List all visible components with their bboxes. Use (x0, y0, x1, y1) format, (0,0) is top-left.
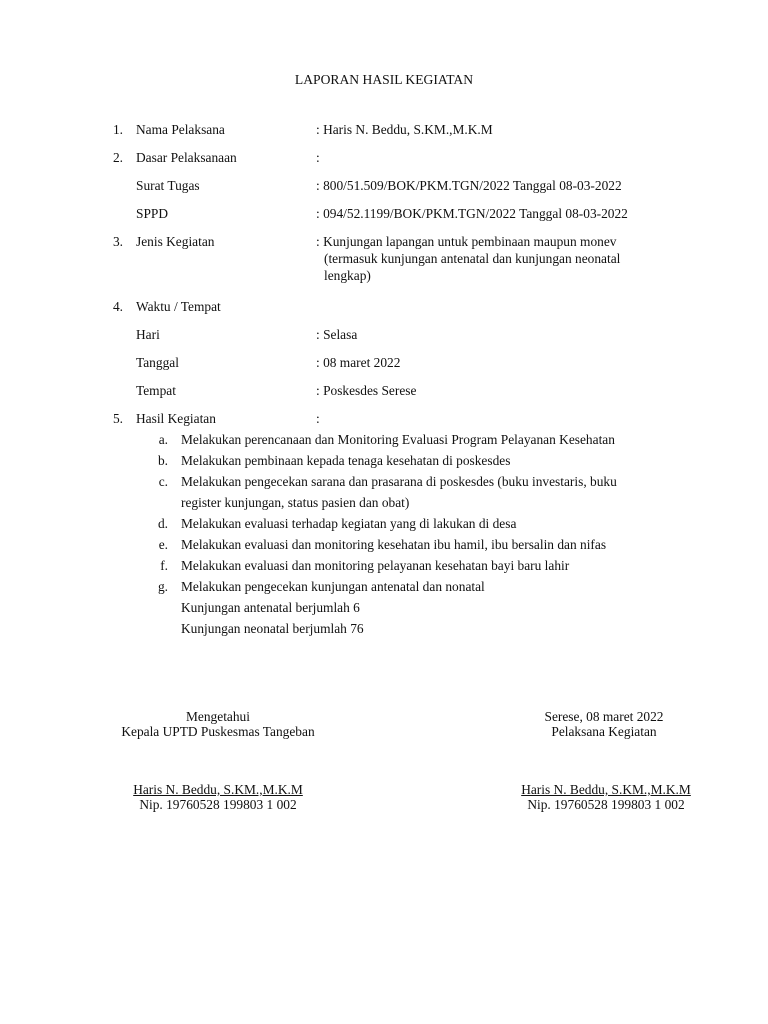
signer-nip-left: Nip. 19760528 199803 1 002 (139, 797, 297, 812)
value-hasil-kegiatan: : (316, 411, 320, 426)
label-nama-pelaksana: Nama Pelaksana (136, 122, 225, 137)
value-tempat: : Poskesdes Serese (316, 383, 417, 398)
signature-right-line2: Pelaksana Kegiatan (551, 724, 657, 739)
signer-nip-right: Nip. 19760528 199803 1 002 (527, 797, 685, 812)
signature-right-block (486, 782, 726, 812)
value-jenis-kegiatan-line2: (termasuk kunjungan antenatal dan kunjungan neonatal (324, 251, 621, 266)
hasil-letter: a. (158, 432, 168, 447)
hasil-letter: f. (160, 558, 168, 573)
label-waktu-tempat: Waktu / Tempat (136, 299, 221, 314)
value-jenis-kegiatan-line1: : Kunjungan lapangan untuk pembinaan maupun monev (316, 234, 617, 249)
value-hari: : Selasa (316, 327, 358, 342)
label-hari: Hari (136, 327, 160, 342)
label-tanggal: Tanggal (136, 355, 179, 370)
label-jenis-kegiatan: Jenis Kegiatan (136, 234, 215, 249)
signature-left-line2: Kepala UPTD Puskesmas Tangeban (121, 724, 315, 739)
hasil-item-b: Melakukan pembinaan kepada tenaga kesehatan di poskesdes (181, 453, 511, 468)
signer-name-left: Haris N. Beddu, S.KM.,M.K.M (133, 782, 303, 797)
item-number: 2. (112, 150, 123, 165)
item-number: 3. (112, 234, 123, 249)
value-jenis-kegiatan-line3: lengkap) (324, 268, 371, 283)
signer-name-right: Haris N. Beddu, S.KM.,M.K.M (521, 782, 691, 797)
hasil-letter: c. (158, 474, 168, 489)
hasil-item-c: Melakukan pengecekan sarana dan prasarana di poskesdes (buku investaris, buku (181, 474, 617, 489)
label-sppd: SPPD (136, 206, 169, 221)
signature-right-line1: Serese, 08 maret 2022 (544, 709, 664, 724)
hasil-item-a: Melakukan perencanaan dan Monitoring Evaluasi Program Pelayanan Kesehatan (181, 432, 615, 447)
value-nama-pelaksana: : Haris N. Beddu, S.KM.,M.K.M (316, 122, 493, 137)
hasil-item-f: Melakukan evaluasi dan monitoring pelayanan kesehatan bayi baru lahir (181, 558, 570, 573)
hasil-item-e: Melakukan evaluasi dan monitoring kesehatan ibu hamil, ibu bersalin dan nifas (181, 537, 607, 552)
hasil-item-g: Melakukan pengecekan kunjungan antenatal dan nonatal (181, 579, 485, 594)
hasil-letter: b. (157, 453, 168, 468)
signature-left-block (98, 782, 338, 812)
value-dasar-pelaksanaan: : (316, 150, 320, 165)
signature-left (98, 709, 338, 739)
label-surat-tugas: Surat Tugas (136, 178, 200, 193)
label-dasar-pelaksanaan: Dasar Pelaksanaan (136, 150, 237, 165)
signature-right (484, 709, 724, 739)
value-tanggal: : 08 maret 2022 (316, 355, 401, 370)
kunjungan-neonatal: Kunjungan neonatal berjumlah 76 (181, 621, 364, 636)
value-surat-tugas: : 800/51.509/BOK/PKM.TGN/2022 Tanggal 08-03-2022 (316, 178, 622, 193)
document-title: LAPORAN HASIL KEGIATAN (294, 72, 474, 87)
kunjungan-antenatal: Kunjungan antenatal berjumlah 6 (181, 600, 360, 615)
signature-left-line1: Mengetahui (186, 709, 250, 724)
hasil-item-c-cont: register kunjungan, status pasien dan obat) (181, 495, 410, 510)
hasil-letter: e. (158, 537, 168, 552)
label-hasil-kegiatan: Hasil Kegiatan (136, 411, 216, 426)
hasil-item-d: Melakukan evaluasi terhadap kegiatan yang di lakukan di desa (181, 516, 517, 531)
item-number: 5. (112, 411, 123, 426)
hasil-letter: g. (157, 579, 168, 594)
hasil-letter: d. (157, 516, 168, 531)
item-number: 1. (112, 122, 123, 137)
label-tempat: Tempat (136, 383, 176, 398)
value-sppd: : 094/52.1199/BOK/PKM.TGN/2022 Tanggal 08-03-2022 (316, 206, 628, 221)
item-number: 4. (112, 299, 123, 314)
